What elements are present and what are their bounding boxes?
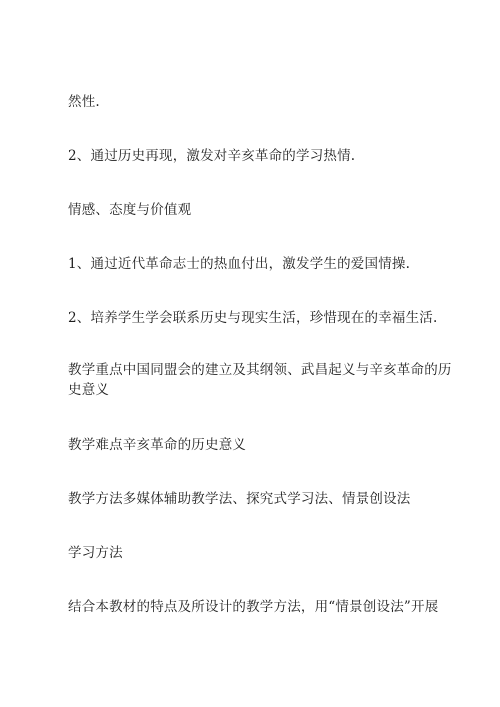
teaching-difficulty: 教学难点辛亥革命的历史意义	[68, 437, 247, 453]
section-heading-learning-methods: 学习方法	[68, 545, 123, 561]
teaching-methods: 教学方法多媒体辅助教学法、探究式学习法、情景创设法	[68, 491, 411, 507]
text-line-1: 然性.	[68, 94, 100, 110]
teaching-focus-line-1: 教学重点中国同盟会的建立及其纲领、武昌起义与辛亥革命的历	[68, 362, 452, 378]
text-line-4: 1、通过近代革命志士的热血付出，激发学生的爱国情操.	[68, 256, 411, 272]
teaching-focus-line-2: 史意义	[68, 382, 110, 398]
text-line-5: 2、培养学生学会联系历史与现实生活，珍惜现在的幸福生活.	[68, 310, 438, 326]
text-line-11: 结合本教材的特点及所设计的教学方法，用“情景创设法”开展	[68, 599, 439, 615]
section-heading-emotion-attitude-values: 情感、态度与价值观	[68, 202, 192, 218]
text-line-2: 2、通过历史再现，激发对辛亥革命的学习热情.	[68, 148, 356, 164]
